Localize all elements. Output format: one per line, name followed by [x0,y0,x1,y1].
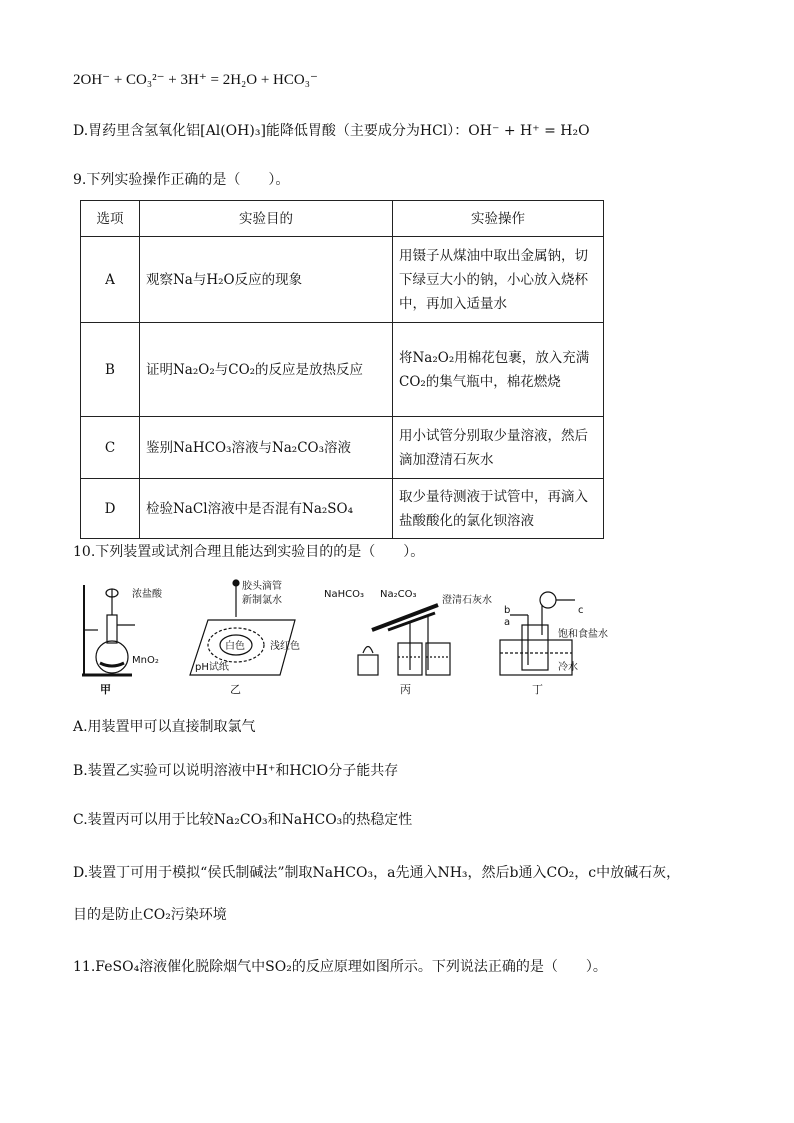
question-9-table [80,200,604,539]
row-goal: 鉴别NaHCO₃溶液与Na₂CO₃溶液 [140,417,393,479]
apparatus-jia [82,585,135,675]
row-goal: 检验NaCl溶液中是否混有Na₂SO₄ [140,479,393,539]
label-chlorine-water: 新制氯水 [242,595,282,606]
label-white: 白色 [225,641,245,652]
label-cold-water: 冷水 [558,662,578,673]
row-operation: 用镊子从煤油中取出金属钠，切下绿豆大小的钠，小心放入烧杯中，再加入适量水 [393,237,604,323]
label-c: c [578,605,584,616]
table-row [81,479,604,539]
question-10-option-d: D.装置丁可用于模拟“侯氏制碱法”制取NaHCO₃，a先通入NH₃，然后b通入CO₂，c中放碱石灰， [73,865,681,881]
label-ding: 丁 [532,683,543,696]
equation-continuation: 2OH⁻ + CO₃²⁻ + 3H⁺ = 2H₂O + HCO₃⁻ [73,72,318,88]
label-nahco3: NaHCO₃ [324,589,364,600]
apparatus-figure [70,575,610,700]
row-goal: 观察Na与H₂O反应的现象 [140,237,393,323]
row-goal: 证明Na₂O₂与CO₂的反应是放热反应 [140,323,393,417]
question-10-option-c: C.装置丙可以用于比较Na₂CO₃和NaHCO₃的热稳定性 [73,812,413,828]
row-option: C [81,417,140,479]
label-mno2: MnO₂ [132,655,159,666]
header-operation: 实验操作 [393,201,604,237]
header-option: 选项 [81,201,140,237]
label-jia: 甲 [100,683,111,696]
question-11-stem: 11.FeSO₄溶液催化脱除烟气中SO₂的反应原理如图所示。下列说法正确的是（ ）。 [73,959,607,975]
label-bing: 丙 [400,683,411,696]
row-operation: 取少量待测液于试管中，再滴入盐酸酸化的氯化钡溶液 [393,479,604,539]
label-a: a [504,617,511,628]
label-ph-paper: pH试纸 [195,662,229,673]
label-yi: 乙 [230,683,241,696]
question-10-option-d-cont: 目的是防止CO₂污染环境 [73,907,227,923]
row-operation: 用小试管分别取少量溶液，然后滴加澄清石灰水 [393,417,604,479]
label-conc-hcl: 浓盐酸 [132,589,162,600]
row-operation: 将Na₂O₂用棉花包裹，放入充满CO₂的集气瓶中，棉花燃烧 [393,323,604,417]
label-na2co3: Na₂CO₃ [380,589,417,600]
label-limewater: 澄清石灰水 [442,595,492,606]
question-10-stem: 10.下列装置或试剂合理且能达到实验目的的是（ ）。 [73,544,425,560]
label-brine: 饱和食盐水 [558,629,608,640]
option-d-previous: D.胃药里含氢氧化铝[Al(OH)₃]能降低胃酸（主要成分为HCl）：OH⁻ + H⁺ = H₂O [73,123,590,139]
row-option: D [81,479,140,539]
question-10-option-b: B.装置乙实验可以说明溶液中H⁺和HClO分子能共存 [73,763,399,779]
header-goal: 实验目的 [140,201,393,237]
table-row [81,323,604,417]
table-row [81,237,604,323]
label-b: b [504,605,511,616]
apparatus-bing [358,605,450,675]
question-10-option-a: A.用装置甲可以直接制取氯气 [73,719,256,735]
row-option: B [81,323,140,417]
question-9-stem: 9.下列实验操作正确的是（ ）。 [73,172,290,188]
table-row [81,417,604,479]
label-dropper: 胶头滴管 [242,581,282,592]
row-option: A [81,237,140,323]
label-light-red: 浅红色 [270,641,300,652]
